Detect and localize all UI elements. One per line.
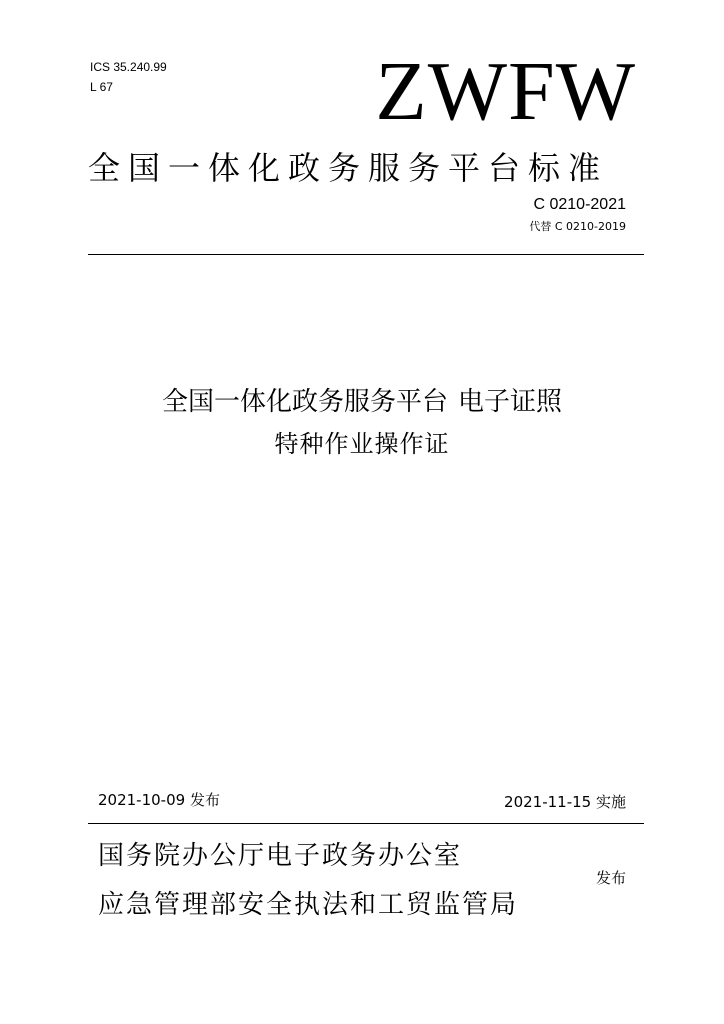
footer-divider xyxy=(88,823,644,824)
publish-date: 2021-10-09 发布 xyxy=(98,791,220,809)
standard-series-title: 全国一体化政务服务平台标准 xyxy=(88,149,609,187)
ics-code: ICS 35.240.99 xyxy=(90,60,167,74)
document-title-part1: 全国一体化政务服务平台 xyxy=(161,387,448,417)
document-title-part2: 电子证照 xyxy=(458,387,563,417)
issuer-line-2: 应急管理部安全执法和工贸监管局 xyxy=(98,890,519,920)
issued-label: 发布 xyxy=(596,869,627,887)
classification-code: L 67 xyxy=(90,80,113,94)
header-divider xyxy=(88,254,644,255)
issuer-line-1: 国务院办公厅电子政务办公室 xyxy=(98,841,463,871)
zwfw-logo: ZWFW xyxy=(375,45,636,138)
replaces-standard: 代替 C 0210-2019 xyxy=(529,220,626,233)
document-title xyxy=(0,385,724,419)
standard-number: C 0210-2021 xyxy=(533,196,626,213)
implement-date: 2021-11-15 实施 xyxy=(504,793,626,811)
document-subtitle: 特种作业操作证 xyxy=(274,430,450,458)
